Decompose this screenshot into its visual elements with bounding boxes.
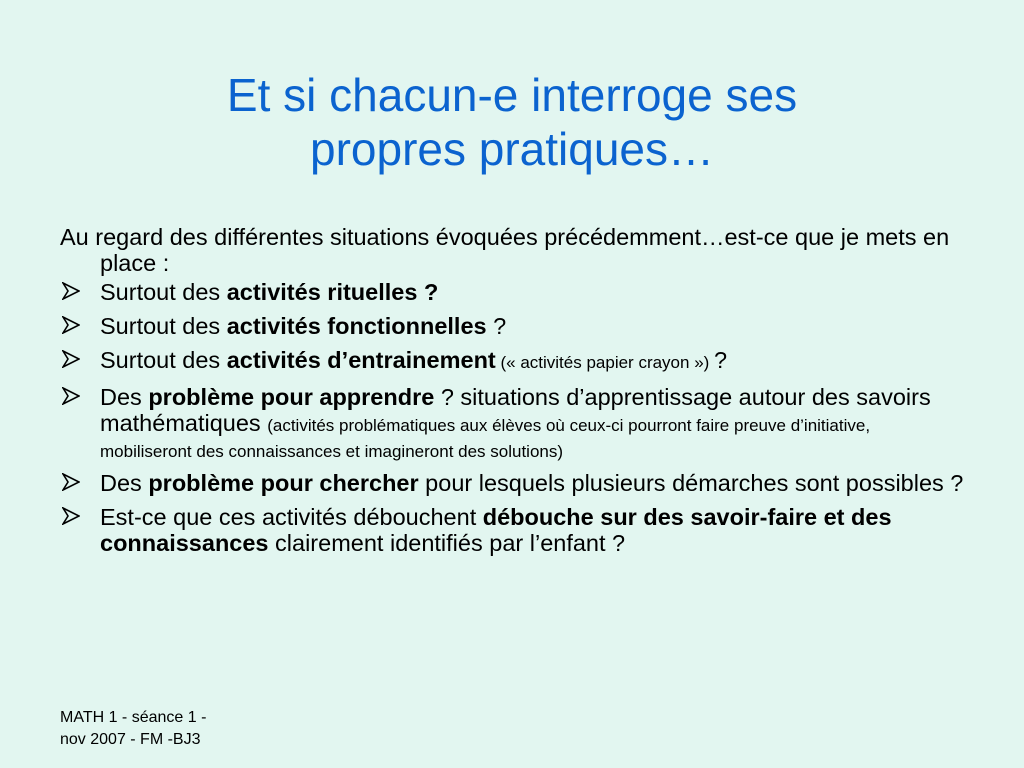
bullet-bold-text: activités d’entrainement (226, 347, 496, 373)
arrow-bullet-icon (62, 313, 88, 339)
bullet-text-after: ? (486, 313, 507, 339)
bullet-item-rituelles (60, 279, 964, 305)
slide-footer (60, 707, 206, 751)
bullet-item-entrainement (60, 347, 964, 376)
bullet-item-fonctionnelles (60, 313, 964, 339)
intro-text: Au regard des différentes situations évoquées précédemment…est-ce que je mets en place : (60, 224, 950, 276)
slide-title-line-1: Et si chacun-e interroge ses (226, 69, 798, 121)
bullet-bold-text: problème pour apprendre (148, 384, 435, 410)
bullet-note: (« activités papier crayon ») (495, 353, 715, 372)
bullet-text: Surtout des (100, 313, 227, 339)
bullet-note: (activités problématiques aux élèves où ceux-ci pourront faire preuve d’initiative, mobiliseront des connaissances et imagineront des solutions) (100, 416, 871, 461)
bullet-item-chercher (60, 470, 964, 496)
footer-line-1: MATH 1 - séance 1 - (60, 709, 207, 726)
slide-body (60, 224, 964, 564)
bullet-text: Est-ce que ces activités débouchent (100, 504, 483, 530)
arrow-bullet-icon (62, 279, 88, 305)
bullet-item-savoir-faire (60, 504, 964, 556)
slide-title-line-2: propres pratiques… (310, 123, 714, 175)
footer-line-2: nov 2007 - FM -BJ3 (60, 731, 201, 748)
arrow-bullet-icon (62, 470, 88, 496)
bullet-bold-text: débouche sur des savoir-faire et des connaissances (100, 504, 892, 556)
bullet-bold-text: activités fonctionnelles (226, 313, 487, 339)
arrow-bullet-icon (62, 384, 88, 410)
bullet-text: Des (100, 470, 149, 496)
bullet-list (60, 279, 964, 556)
bullet-item-apprendre (60, 384, 964, 462)
bullet-text: Surtout des (100, 279, 227, 305)
bullet-bold-text: activités rituelles ? (226, 279, 439, 305)
bullet-text-after: ? situations d’apprentissage autour des savoirs mathématiques (100, 384, 931, 436)
bullet-bold-text: problème pour chercher (148, 470, 419, 496)
bullet-text-after: pour lesquels plusieurs démarches sont possibles ? (418, 470, 964, 496)
slide-title (60, 68, 964, 176)
bullet-text-after: clairement identifiés par l’enfant ? (268, 530, 626, 556)
bullet-text: Surtout des (100, 347, 227, 373)
bullet-text: Des (100, 384, 149, 410)
bullet-text-after: ? (714, 347, 728, 373)
arrow-bullet-icon (62, 347, 88, 373)
arrow-bullet-icon (62, 504, 88, 530)
